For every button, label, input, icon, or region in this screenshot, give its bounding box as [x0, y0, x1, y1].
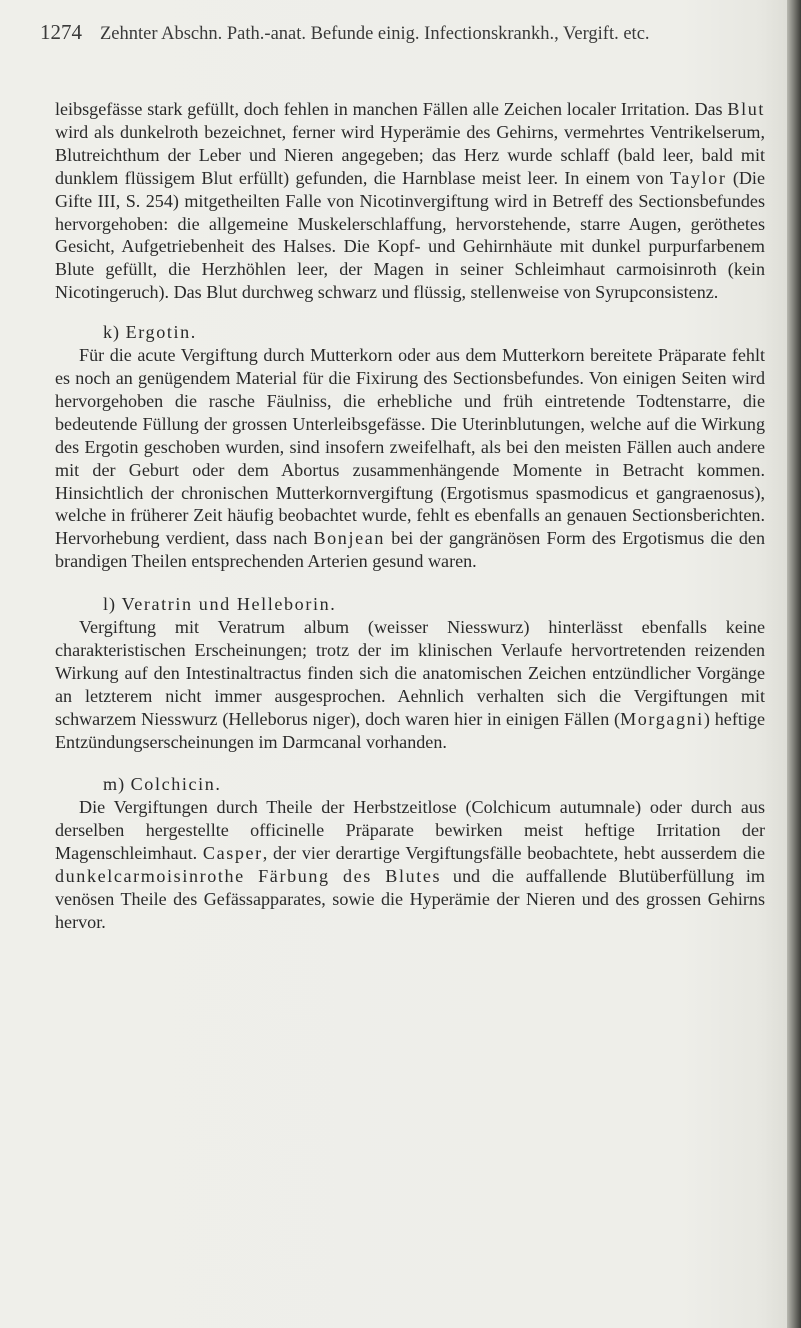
author-name: Morgagni [620, 708, 704, 729]
text-run: bei der gangränösen Form des Ergotismus die den brandigen Theilen entsprechenden Arterien gesund waren. [55, 528, 765, 572]
running-title: Zehnter Abschn. Path.-anat. Befunde einig. Infectionskrankh., Vergift. etc. [100, 24, 650, 44]
text-run: wird als dunkelroth bezeichnet, ferner wird Hyperämie des Gehirns, vermehrtes Ventrikelserum, Blutreichthum der Leber und Nieren angegeben; das Herz wurde schlaff (bald leer, bald mit dunklem flüssigem Blut erfüllt) gefunden, die Harnblase meist leer. In einem von [55, 121, 765, 188]
heading-letter: k) [103, 322, 121, 343]
text-run: Vergiftung mit Veratrum album (weisser Niesswurz) hinterlässt ebenfalls keine charakteristischen Erscheinungen; trotz der im klinischen Verlaufe hervortretenden reizenden Wirkung auf den Intestinaltractus finden sich die anatomischen Zeichen entzündlicher Vorgänge an letzterem nicht immer ausgesprochen. Aehnlich verhalten sich die Vergiftungen mit schwarzem Niesswurz (Helleborus niger), doch waren hier in einigen Fällen ( [55, 617, 765, 729]
heading-word: Ergotin. [125, 322, 197, 343]
text-run: Für die acute Vergiftung durch Mutterkorn oder aus dem Mutterkorn bereitete Präparate fehlt es noch an genügendem Material für die Fixirung des Sectionsbefundes. Von einigen Seiten wird hervorgehoben die rasche Fäulniss, die erhebliche und früh eintretende Todtenstarre, die bedeutende Füllung der grossen Unterleibsgefässe. Die Uterinblutungen, welche auf die Wirkung des Ergotin geschoben wurden, sind insofern zweifelhaft, als bei den meisten Fällen auch andere mit der Geburt oder dem Abortus zusammenhängende Momente in Betracht kommen. Hinsichtlich der chronischen Mutterkornvergiftung (Ergotismus spasmodicus et gangraenosus), welche in früherer Zeit häufig beobachtet wurde, fehlt es ebenfalls an genauen Sectionsberichten. Hervorhebung verdient, dass nach [55, 345, 765, 549]
paragraph-nicotin-continued [55, 98, 765, 304]
heading-word: Colchicin. [130, 774, 222, 795]
running-head [40, 20, 780, 48]
text-run: leibsgefässe stark gefüllt, doch fehlen in manchen Fällen alle Zeichen localer Irritation. Das [55, 99, 728, 119]
text-run: Die Vergiftungen durch Theile der Herbstzeitlose (Colchicum autumnale) oder durch aus derselben hergestellte officinelle Präparate bewirken meist heftige Irritation der Magenschleimhaut. [55, 797, 765, 864]
section-heading-ergotin [55, 321, 765, 344]
section-heading-colchicin [55, 773, 765, 796]
author-name: Casper [202, 843, 263, 864]
spaced-term: dunkelcarmoisinrothe Färbung des Blutes [55, 866, 442, 887]
heading-letter: l) [103, 594, 117, 615]
paragraph-veratrin [55, 616, 765, 753]
heading-word: Veratrin und Helleborin. [121, 594, 337, 615]
text-run: und die auffallende Blutüberfüllung im venösen Theile des Gefässapparates, sowie die Hyperämie der Nieren und des grossen Gehirns hervor. [55, 866, 765, 932]
text-run: (Die Gifte III, S. 254) mitgetheilten Falle von Nicotinvergiftung wird in Betreff des Sectionsbefundes hervorgehoben: die allgemeine Muskelerschlaffung, hervorstehende, starre Augen, geröthetes Gesicht, Aufgetriebenheit des Halses. Die Kopf- und Gehirnhäute mit dunkel purpurfarbenem Blute gefüllt, die Herzhöhlen leer, der Magen in seiner Schleimhaut carmoisinroth (kein Nicotingeruch). Das Blut durchweg schwarz und flüssig, stellenweise von Syrupconsistenz. [55, 167, 765, 303]
spaced-term: Blut [727, 99, 765, 119]
page-number: 1274 [40, 20, 82, 44]
book-spine-shadow [787, 0, 801, 1328]
heading-letter: m) [103, 774, 126, 795]
paragraph-ergotin [55, 344, 765, 573]
author-name: Bonjean [313, 528, 385, 549]
body-text [55, 98, 765, 934]
section-heading-veratrin [55, 593, 765, 616]
text-run: , der vier derartige Vergiftungsfälle beobachtete, hebt ausserdem die [262, 843, 765, 864]
section-gap [55, 573, 765, 593]
section-gap [55, 753, 765, 773]
author-name: Taylor [669, 167, 727, 188]
text-run: ) heftige Entzündungserscheinungen im Darmcanal vorhanden. [55, 708, 765, 752]
paragraph-colchicin [55, 796, 765, 933]
